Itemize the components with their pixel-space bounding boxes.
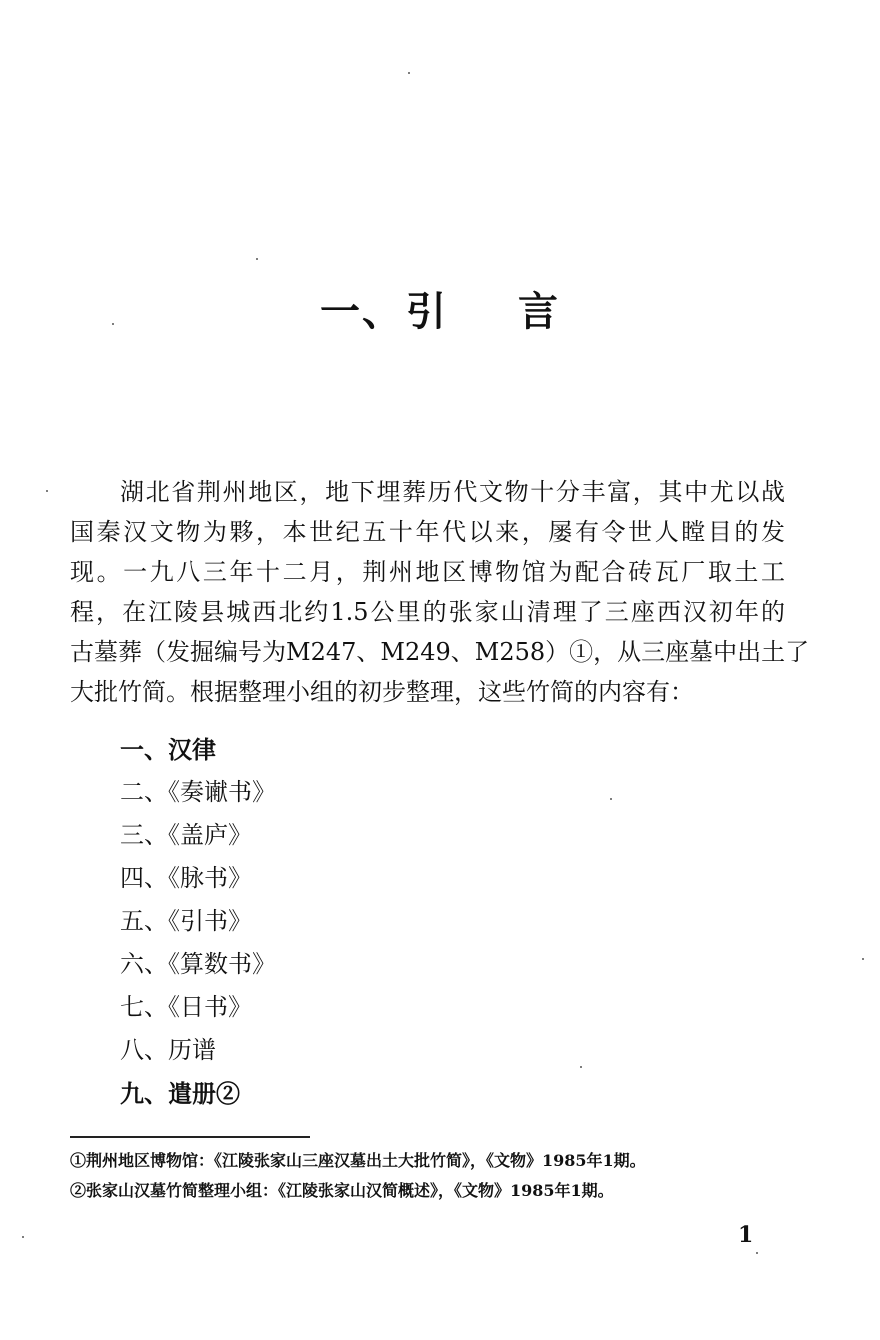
scan-speck xyxy=(112,323,114,325)
scan-speck xyxy=(756,1252,758,1254)
paragraph-line: 国秦汉文物为夥，本世纪五十年代以来，屡有令世人瞠目的发 xyxy=(70,518,785,546)
intro-paragraph xyxy=(70,472,810,712)
scan-speck xyxy=(610,798,612,800)
paragraph-line: 湖北省荆州地区，地下埋葬历代文物十分丰富，其中尤以战 xyxy=(120,478,785,506)
list-item: 八、历谱 xyxy=(120,1036,216,1064)
footnote-divider xyxy=(70,1136,310,1138)
paragraph-line: 大批竹简。根据整理小组的初步整理，这些竹简的内容有： xyxy=(70,678,694,706)
paragraph-line: 程，在江陵县城西北约1.5公里的张家山清理了三座西汉初年的 xyxy=(70,598,785,626)
footnote: ②张家山汉墓竹简整理小组：《江陵张家山汉简概述》，《文物》1985年1期。 xyxy=(70,1181,614,1200)
scan-speck xyxy=(580,1066,582,1068)
list-item: 九、遣册② xyxy=(120,1079,240,1108)
chapter-title xyxy=(0,280,880,337)
list-item: 四、《脉书》 xyxy=(120,864,252,892)
scan-speck xyxy=(408,72,410,74)
scan-speck xyxy=(46,490,48,492)
chapter-title-part2: 言 xyxy=(518,288,560,335)
scan-speck xyxy=(256,258,258,260)
list-item: 六、《算数书》 xyxy=(120,950,276,978)
chapter-title-part1: 引 xyxy=(406,288,448,335)
list-item: 三、《盖庐》 xyxy=(120,821,252,849)
footnotes xyxy=(70,1146,790,1206)
page-number: 1 xyxy=(738,1222,754,1248)
scan-speck xyxy=(862,958,864,960)
contents-list xyxy=(120,728,276,1115)
list-item: 五、《引书》 xyxy=(120,907,252,935)
list-item: 二、《奏谳书》 xyxy=(120,778,276,806)
list-item: 七、《日书》 xyxy=(120,993,252,1021)
paragraph-line: 现。一九八三年十二月，荆州地区博物馆为配合砖瓦厂取土工 xyxy=(70,558,785,586)
list-item: 一、汉律 xyxy=(120,735,216,764)
paragraph-line: 古墓葬（发掘编号为M247、M249、M258）①，从三座墓中出土了 xyxy=(70,638,810,666)
chapter-number: 一、 xyxy=(320,288,404,335)
scan-speck xyxy=(22,1236,24,1238)
footnote: ①荆州地区博物馆：《江陵张家山三座汉墓出土大批竹简》，《文物》1985年1期。 xyxy=(70,1151,646,1170)
